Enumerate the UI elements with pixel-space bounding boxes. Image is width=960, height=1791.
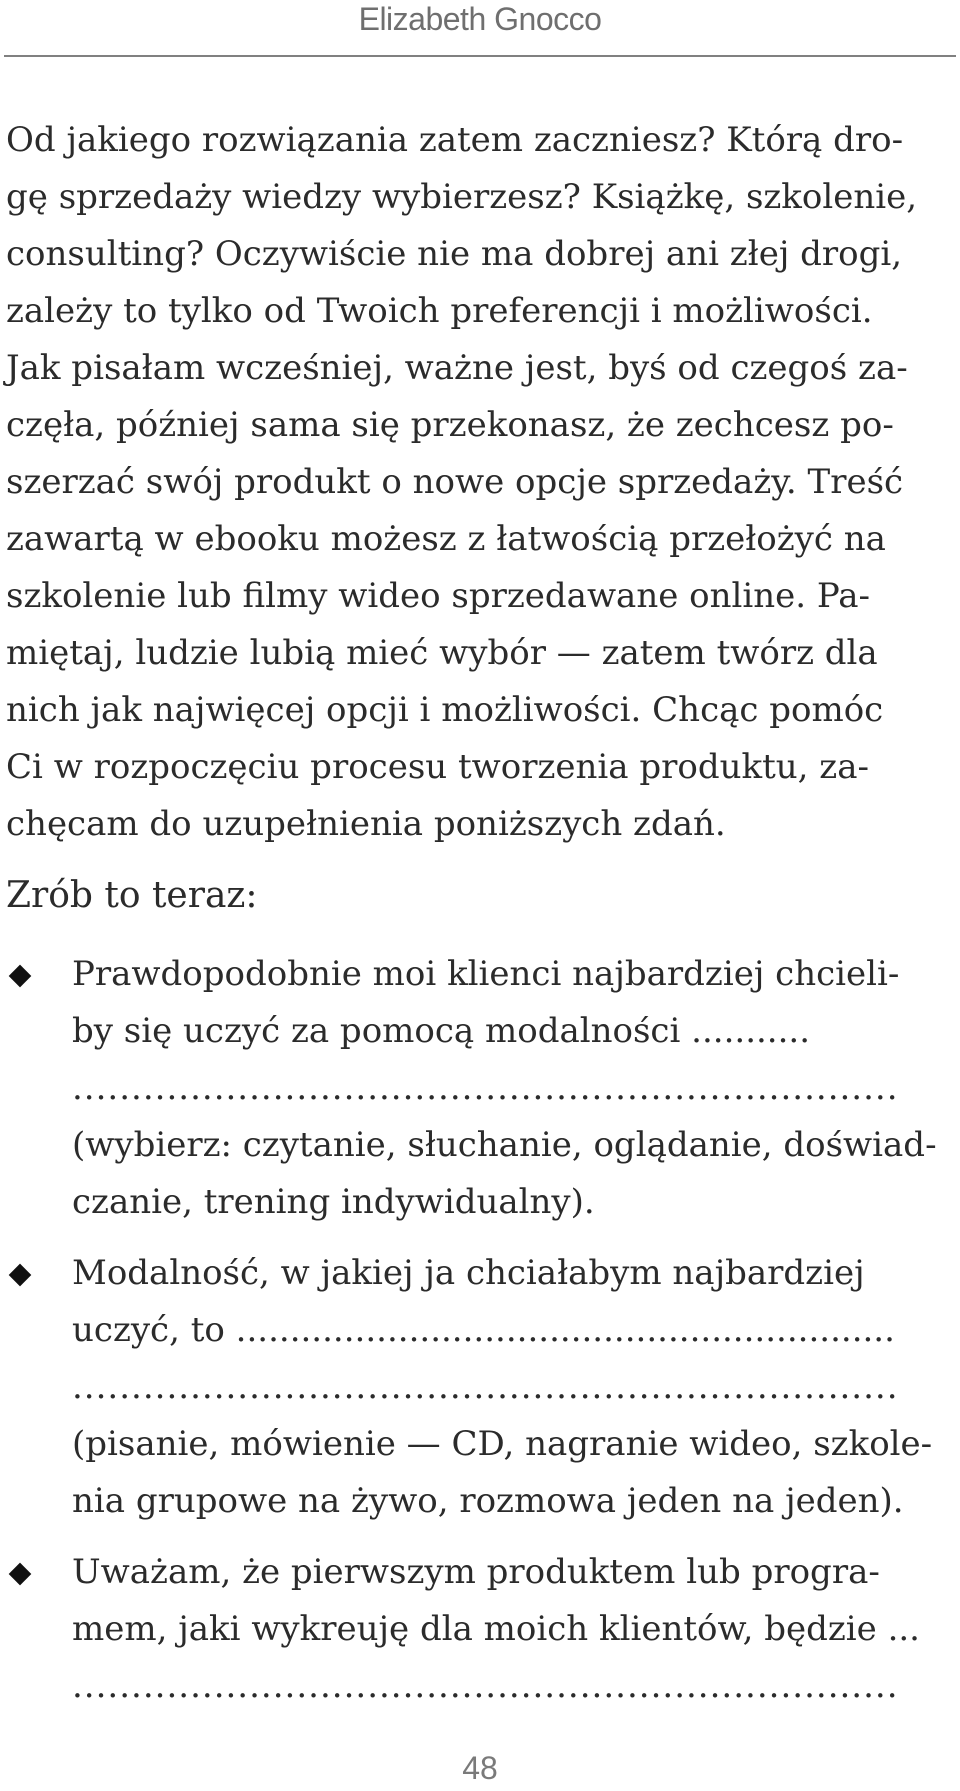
task-intro: Zrób to teraz: [6, 875, 258, 916]
task-line: Uważam, że pierwszym produktem lub progra- [72, 1552, 880, 1592]
body-line: nich jak najwięcej opcji i możliwości. Chcąc pomóc [6, 690, 884, 730]
page-content [6, 112, 956, 1729]
body-line: consulting? Oczywiście nie ma dobrej ani złej drogi, [6, 234, 903, 274]
body-line: zależy to tylko od Twoich preferencji i możliwości. [6, 291, 873, 331]
task-item-text [72, 1544, 956, 1715]
body-line: Jak pisałam wcześniej, ważne jest, byś od czegoś za- [6, 348, 908, 388]
task-note: (pisanie, mówienie — CD, nagranie wideo, szkole- [72, 1424, 933, 1464]
body-line: chęcam do uzupełnienia poniższych zdań. [6, 804, 726, 844]
task-item [6, 1245, 956, 1530]
fill-in-blank: ...................................................................... [72, 1666, 899, 1706]
task-line: uczyć, to ............................................................. [72, 1310, 895, 1350]
fill-in-blank: ...................................................................... [72, 1068, 899, 1108]
task-line: Prawdopodobnie moi klienci najbardziej chcieli- [72, 954, 900, 994]
task-line: Modalność, w jakiej ja chciałabym najbardziej [72, 1253, 865, 1293]
task-note: czanie, trening indywidualny). [72, 1182, 595, 1222]
body-paragraph [6, 112, 956, 853]
task-item [6, 1544, 956, 1715]
task-line: by się uczyć za pomocą modalności ........... [72, 1011, 811, 1051]
task-note: (wybierz: czytanie, słuchanie, oglądanie, doświad- [72, 1125, 937, 1165]
running-head-author: Elizabeth Gnocco [358, 1, 602, 37]
body-line: szkolenie lub filmy wideo sprzedawane online. Pa- [6, 576, 871, 616]
body-line: szerzać swój produkt o nowe opcje sprzedaży. Treść [6, 462, 904, 502]
body-line: częła, później sama się przekonasz, że zechcesz po- [6, 405, 894, 445]
body-line: miętaj, ludzie lubią mieć wybór — zatem twórz dla [6, 633, 878, 673]
diamond-bullet-icon [9, 965, 32, 988]
task-note: nia grupowe na żywo, rozmowa jeden na jeden). [72, 1481, 904, 1521]
body-line: zawartą w ebooku możesz z łatwością przełożyć na [6, 519, 886, 559]
fill-in-blank: ...................................................................... [72, 1367, 899, 1407]
body-line: gę sprzedaży wiedzy wybierzesz? Książkę, szkolenie, [6, 177, 918, 217]
diamond-bullet-icon [9, 1264, 32, 1287]
task-item-text [72, 1245, 956, 1530]
header-divider [4, 55, 956, 57]
task-line: mem, jaki wykreuję dla moich klientów, będzie ... [72, 1609, 920, 1649]
diamond-bullet-icon [9, 1563, 32, 1586]
task-item [6, 946, 956, 1231]
body-line: Od jakiego rozwiązania zatem zaczniesz? Którą dro- [6, 120, 904, 160]
page-number: 48 [462, 1750, 498, 1786]
body-line: Ci w rozpoczęciu procesu tworzenia produktu, za- [6, 747, 869, 787]
task-item-text [72, 946, 956, 1231]
